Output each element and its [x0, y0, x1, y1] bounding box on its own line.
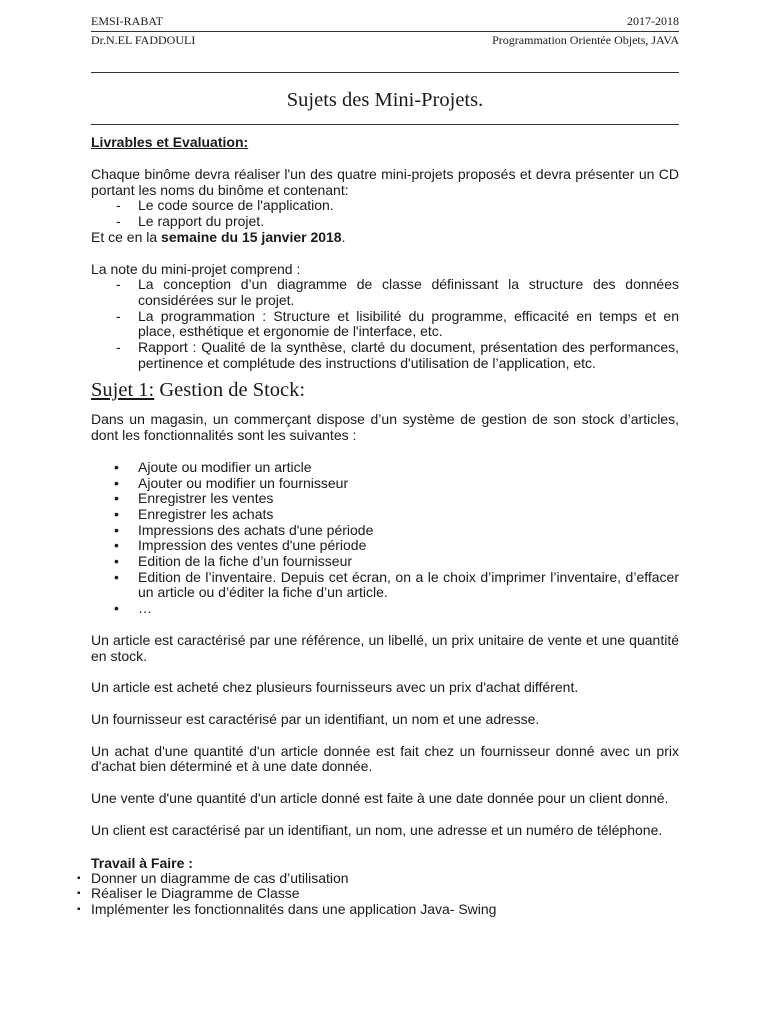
list-item: - La programmation : Structure et lisibilité du programme, efficacité en temps et en place, esthétique et ergonomie de l'interface, etc.	[91, 309, 679, 340]
academic-year: 2017-2018	[627, 14, 679, 28]
grade-intro: La note du mini-projet comprend :	[91, 260, 301, 277]
header-row-2	[91, 33, 679, 48]
purchase-paragraph: Un achat d'une quantité d'un article donnée est fait chez un fournisseur donné avec un prix d'achat bien déterminé et à une date donnée.	[91, 742, 679, 775]
deliverables-heading: Livrables et Evaluation:	[91, 134, 249, 150]
deadline-date: semaine du 15 janvier 2018	[161, 228, 342, 245]
list-item: - Le rapport du projet.	[91, 214, 679, 230]
list-item: • Enregistrer les ventes	[91, 491, 679, 507]
header-row-1	[91, 14, 679, 29]
title-rule-top	[91, 72, 679, 73]
header-divider	[91, 31, 679, 32]
school-name: EMSI-RABAT	[91, 14, 164, 28]
list-item: ▪ Donner un diagramme de cas d’utilisation	[77, 871, 679, 887]
list-item: - La conception d’un diagramme de classe définissant la structure des données considérées sur le projet.	[91, 277, 679, 308]
list-item: • Edition de la fiche d’un fournisseur	[91, 554, 679, 570]
grade-list	[91, 277, 679, 371]
purchase-price-paragraph: Un article est acheté chez plusieurs fournisseurs avec un prix d'achat différent.	[91, 679, 579, 696]
list-item: • Ajouter ou modifier un fournisseur	[91, 476, 679, 492]
deadline-sentence: Et ce en la semaine du 15 janvier 2018.	[91, 228, 346, 245]
list-item: • Impressions des achats d'une période	[91, 523, 679, 539]
article-paragraph: Un article est caractérisé par une référence, un libellé, un prix unitaire de vente et une quantité en stock.	[91, 631, 679, 664]
document-page	[91, 14, 679, 918]
work-heading: Travail à Faire :	[91, 854, 193, 871]
supplier-paragraph: Un fournisseur est caractérisé par un identifiant, un nom et une adresse.	[91, 710, 540, 727]
list-item: ▪ Implémenter les fonctionnalités dans une application Java- Swing	[77, 902, 679, 918]
list-item: • Ajoute ou modifier un article	[91, 460, 679, 476]
subject-1-title: Gestion de Stock:	[154, 379, 306, 402]
deliverables-list	[91, 198, 679, 229]
list-item: • Edition de l’inventaire. Depuis cet écran, on a le choix d’imprimer l’inventaire, d’effacer un article ou d’éditer la fiche d’un article.	[91, 570, 679, 601]
course-name: Programmation Orientée Objets, JAVA	[492, 33, 679, 47]
list-item: • Impression des ventes d'une période	[91, 538, 679, 554]
list-item: ▪ Réaliser le Diagramme de Classe	[77, 886, 679, 902]
list-item: • …	[91, 601, 679, 617]
subject-1-label: Sujet 1:	[91, 379, 155, 402]
sale-paragraph: Une vente d'une quantité d'un article donné est faite à une date donnée pour un client donné.	[91, 790, 669, 807]
author-name: Dr.N.EL FADDOULI	[91, 33, 196, 47]
list-item: - Rapport : Qualité de la synthèse, clarté du document, présentation des performances, pertinence et complétude des instructions d'utilisation de l’application, etc.	[91, 340, 679, 371]
page-title: Sujets des Mini-Projets.	[286, 89, 484, 111]
work-list	[91, 871, 679, 918]
subject-1-intro: Dans un magasin, un commerçant dispose d’un système de gestion de son stock d’articles, dont les fonctionnalités sont les suivantes :	[91, 411, 679, 444]
list-item: - Le code source de l'application.	[91, 198, 679, 214]
client-paragraph: Un client est caractérisé par un identifiant, un nom, une adresse et un numéro de téléphone.	[91, 821, 663, 838]
subject-1-heading	[91, 377, 679, 403]
deliverables-intro: Chaque binôme devra réaliser l'un des quatre mini-projets proposés et devra présenter un CD portant les noms du binôme et contenant:	[91, 166, 679, 198]
title-rule-bottom	[91, 124, 679, 125]
features-list	[91, 460, 679, 617]
list-item: • Enregistrer les achats	[91, 507, 679, 523]
